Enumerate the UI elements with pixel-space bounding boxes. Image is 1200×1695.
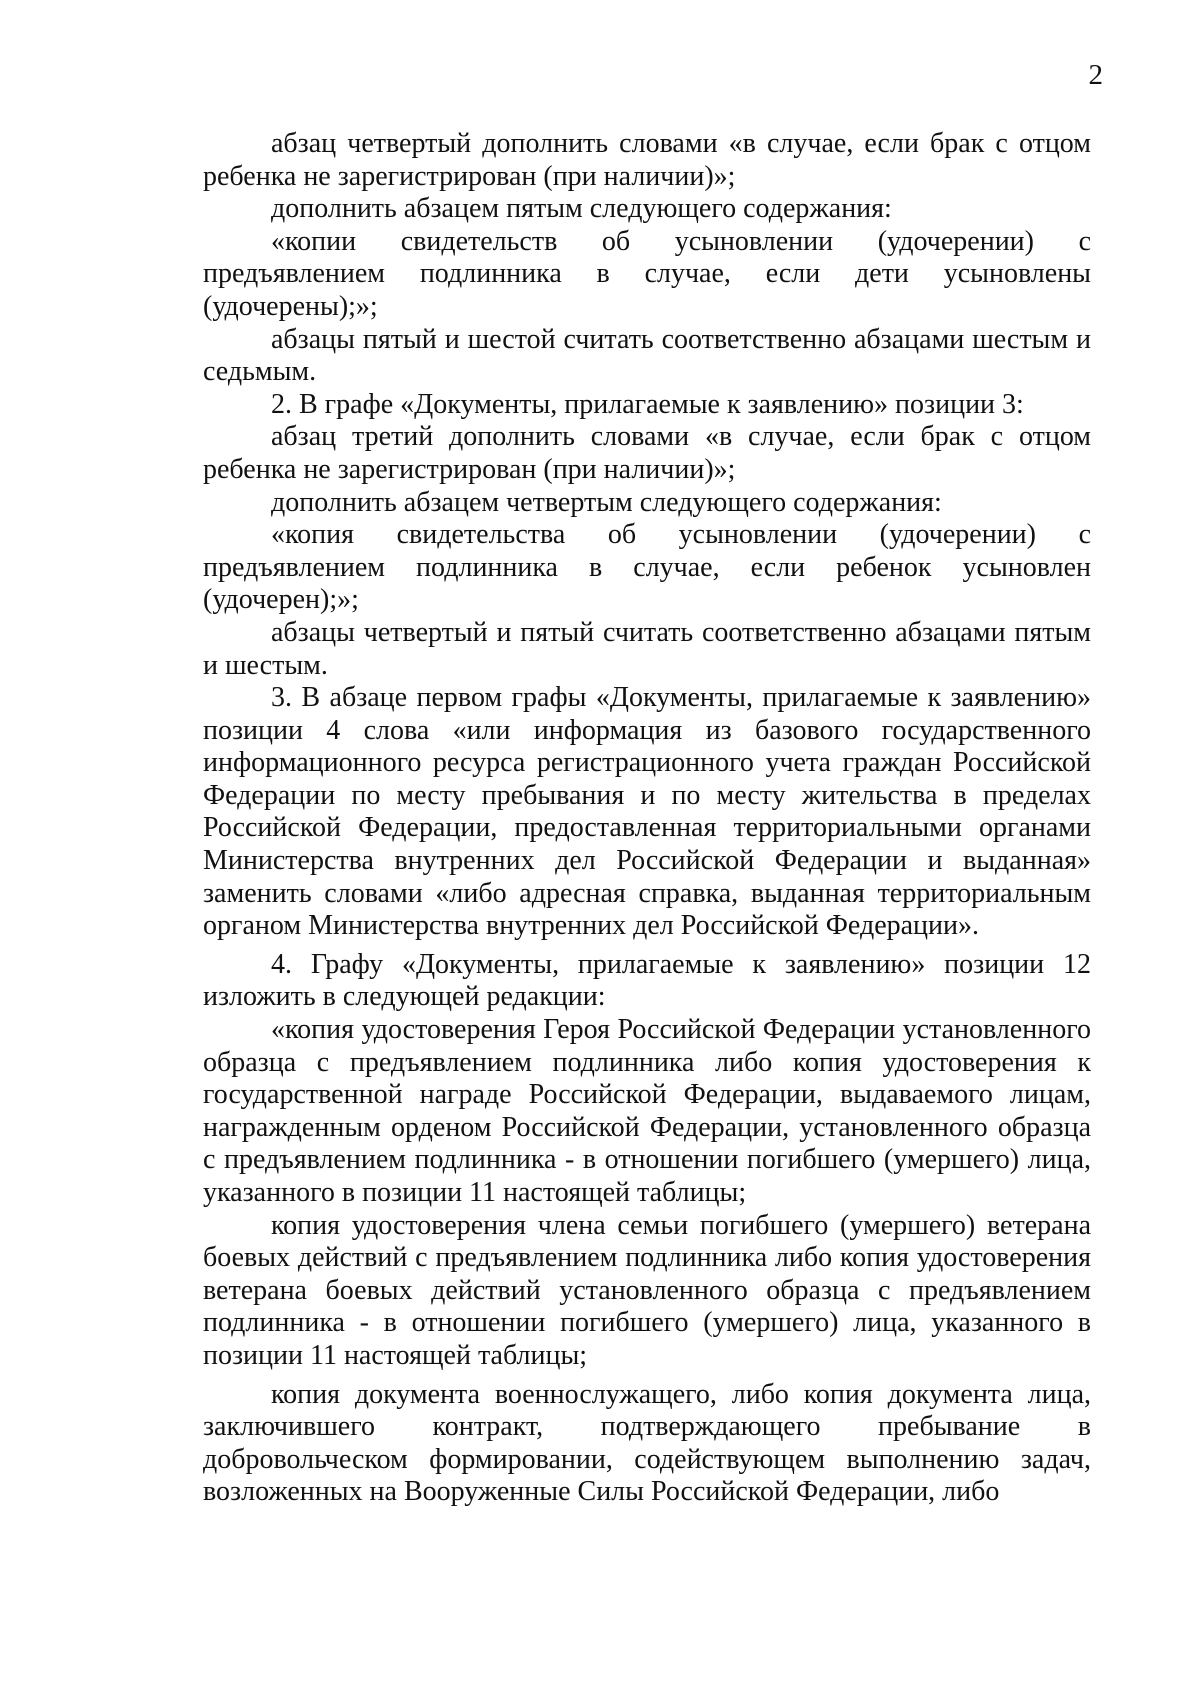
paragraph: 4. Графу «Документы, прилагаемые к заявлению» позиции 12 изложить в следующей редакции:	[203, 948, 1091, 1013]
paragraph: «копии свидетельств об усыновлении (удочерении) с предъявлением подлинника в случае, если дети усыновлены (удочерены);»;	[203, 225, 1091, 322]
paragraph: абзацы пятый и шестой считать соответственно абзацами шестым и седьмым.	[203, 323, 1091, 388]
paragraph: копия удостоверения члена семьи погибшего (умершего) ветерана боевых действий с предъявлением подлинника либо копия удостоверения ветерана боевых действий установленного образца с предъявлением подлинника - в отношении погибшего (умершего) лица, указанного в позиции 11 настоящей таблицы;	[203, 1209, 1091, 1371]
paragraph: абзац четвертый дополнить словами «в случае, если брак с отцом ребенка не зарегистрирован (при наличии)»;	[203, 128, 1091, 192]
paragraph: 3. В абзаце первом графы «Документы, прилагаемые к заявлению» позиции 4 слова «или информация из базового государственного информационного ресурса регистрационного учета граждан Российской Федерации по месту пребывания и по месту жительства в пределах Российской Федерации, предоставленная территориальными органами Министерства внутренних дел Российской Федерации и выданная» заменить словами «либо адресная справка, выданная территориальным органом Министерства внутренних дел Российской Федерации».	[203, 682, 1091, 942]
paragraph: «копия свидетельства об усыновлении (удочерении) с предъявлением подлинника в случае, если ребенок усыновлен (удочерен);»;	[203, 519, 1091, 616]
paragraph: копия документа военнослужащего, либо копия документа лица, заключившего контракт, подтверждающего пребывание в добровольческом формировании, содействующем выполнению задач, возложенных на Вооруженные Силы Российской Федерации, либо	[203, 1378, 1091, 1508]
paragraph: дополнить абзацем пятым следующего содержания:	[271, 193, 892, 225]
paragraph: абзацы четвертый и пятый считать соответственно абзацами пятым и шестым.	[203, 616, 1091, 681]
paragraph: дополнить абзацем четвертым следующего содержания:	[271, 486, 942, 518]
document-body	[203, 128, 1091, 1509]
paragraph: абзац третий дополнить словами «в случае, если брак с отцом ребенка не зарегистрирован (при наличии)»;	[203, 421, 1091, 485]
page-number: 2	[1088, 59, 1103, 91]
paragraph: «копия удостоверения Героя Российской Федерации установленного образца с предъявлением подлинника либо копия удостоверения к государственной награде Российской Федерации, выдаваемого лицам, награжденным орденом Российской Федерации, установленного образца с предъявлением подлинника - в отношении погибшего (умершего) лица, указанного в позиции 11 настоящей таблицы;	[203, 1014, 1091, 1208]
paragraph: 2. В графе «Документы, прилагаемые к заявлению» позиции 3:	[271, 388, 1024, 420]
